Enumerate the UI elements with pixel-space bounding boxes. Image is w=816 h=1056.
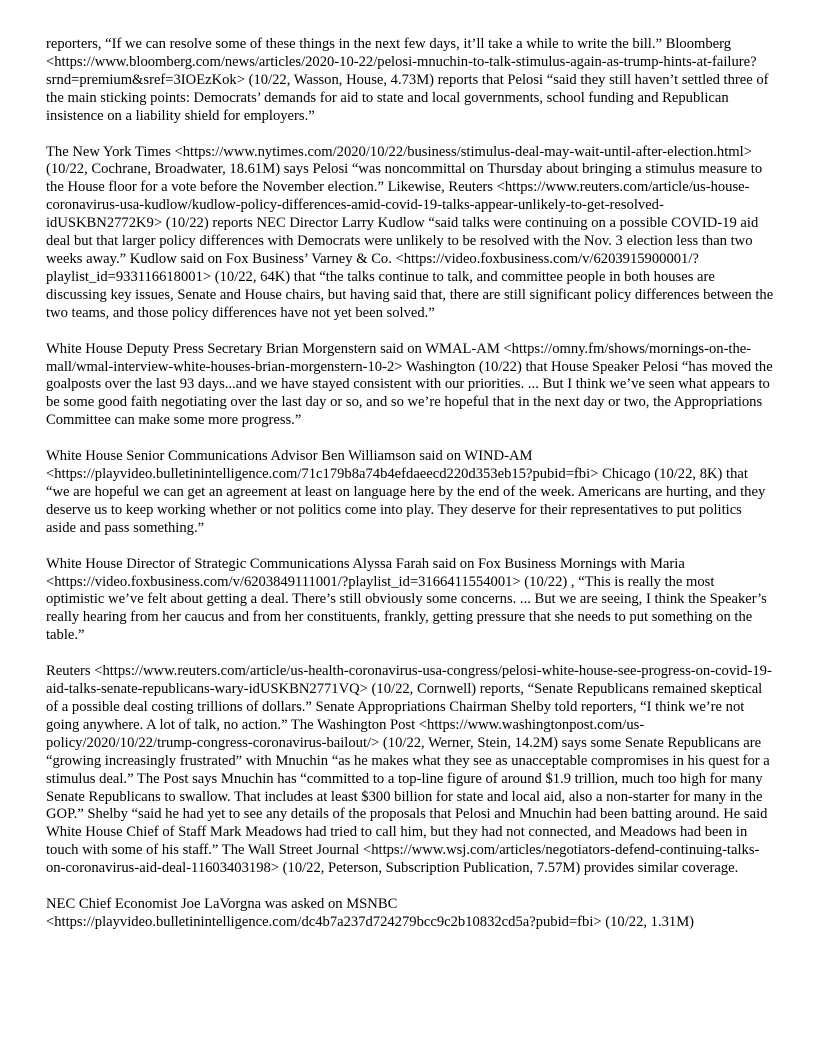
paragraph-reuters-senate-republicans: Reuters <https://www.reuters.com/article/us-health-coronavirus-usa-congress/pelosi-white-house-see-progress-on-covid-19-aid-talks-senate-republicans-wary-idUSKBN2771VQ> (10/22, Cornwell) reports, “Senate Republicans remained skeptical of a possible deal costing trillions of dollars.” Senate Appropriations Chairman Shelby told reporters, “I think we’re not going anywhere. A lot of talk, no action.” The Washington Post <https://www.washingtonpost.com/us-policy/2020/10/22/trump-congress-coronavirus-bailout/> (10/22, Werner, Stein, 14.2M) says some Senate Republicans are “growing increasingly frustrated” with Mnuchin “as he makes what they see as unacceptable compromises in his quest for a stimulus deal.” The Post says Mnuchin has “committed to a top-line figure of around $1.9 trillion, much too high for many Senate Republicans to swallow. That includes at least $300 billion for state and local aid, also a non-starter for many in the GOP.” Shelby “said he had yet to see any details of the proposals that Pelosi and Mnuchin had been batting around. He said White House Chief of Staff Mark Meadows had tried to call him, but they had not connected, and Meadows had been in touch with some of his staff.” The Wall Street Journal <https://www.wsj.com/articles/negotiators-defend-continuing-talks-on-coronavirus-aid-deal-11603403198> (10/22, Peterson, Subscription Publication, 7.57M) provides similar coverage.	[46, 663, 772, 877]
document-page	[46, 36, 774, 950]
paragraph-williamson-wind: White House Senior Communications Advisor Ben Williamson said on WIND-AM <https://playvideo.bulletinintelligence.com/71c179b8a74b4efdaeecd220d353eb15?pubid=fbi> Chicago (10/22, 8K) that “we are hopeful we can get an agreement at least on language here by the end of the week. Americans are hurting, and they deserve us to keep working whether or not politics come into play. They deserve for their representatives to put politics aside and pass something.”	[46, 448, 766, 536]
paragraph-farah-fox-business: White House Director of Strategic Communications Alyssa Farah said on Fox Business Mornings with Maria <https://video.foxbusiness.com/v/6203849111001/?playlist_id=3166411554001> (10/22) , “This is really the most optimistic we’ve felt about getting a deal. There’s still obviously some concerns. ... But we are seeing, I think the Speaker’s really hearing from her caucus and from her constituents, frankly, getting pressure that she needs to put something on the table.”	[46, 555, 767, 644]
paragraph-stimulus-talks-bloomberg: reporters, “If we can resolve some of these things in the next few days, it’ll take a while to write the bill.” Bloomberg <https://www.bloomberg.com/news/articles/2020-10-22/pelosi-mnuchin-to-talk-stimulus-again-as-trump-hints-at-failure?srnd=premium&sref=3IOEzKok> (10/22, Wasson, House, 4.73M) reports that Pelosi “said they still haven’t settled three of the main sticking points: Democrats’ demands for aid to state and local governments, school funding and Republican insistence on a liability shield for employers.”	[46, 36, 769, 124]
paragraph-morgenstern-wmal: White House Deputy Press Secretary Brian Morgenstern said on WMAL-AM <https://omny.fm/shows/mornings-on-the-mall/wmal-interview-white-houses-brian-morgenstern-10-2> Washington (10/22) that House Speaker Pelosi “has moved the goalposts over the last 93 days...and we have stayed consistent with our priorities. ... But I think we’ve seen what appears to be some good faith negotiating over the last day or so, and so we’re hopeful that in the next day or two, the Appropriations Committee can make some more progress.”	[46, 340, 773, 429]
paragraph-nyt-reuters-kudlow: The New York Times <https://www.nytimes.com/2020/10/22/business/stimulus-deal-may-wait-until-after-election.html> (10/22, Cochrane, Broadwater, 18.61M) says Pelosi “was noncommittal on Thursday about bringing a stimulus measure to the House floor for a vote before the November election.” Likewise, Reuters <https://www.reuters.com/article/us-house-coronavirus-usa-kudlow/kudlow-policy-differences-amid-covid-19-talks-appear-unlikely-to-get-resolved-idUSKBN2772K9> (10/22) reports NEC Director Larry Kudlow “said talks were continuing on a possible COVID-19 aid deal but that larger policy differences with Democrats were unlikely to be resolved with the Nov. 3 election less than two weeks away.” Kudlow said on Fox Business’ Varney & Co. <https://video.foxbusiness.com/v/6203915900001/?playlist_id=933116618001> (10/22, 64K) that “the talks continue to talk, and committee people in both houses are discussing key issues, Senate and House chairs, but having said that, there are still significant policy differences between the two teams, and those policy differences have not yet been solved.”	[46, 143, 774, 321]
paragraph-lavorgna-msnbc: NEC Chief Economist Joe LaVorgna was asked on MSNBC <https://playvideo.bulletinintelligence.com/dc4b7a237d724279bcc9c2b10832cd5a?pubid=fbi> (10/22, 1.31M)	[46, 896, 695, 930]
